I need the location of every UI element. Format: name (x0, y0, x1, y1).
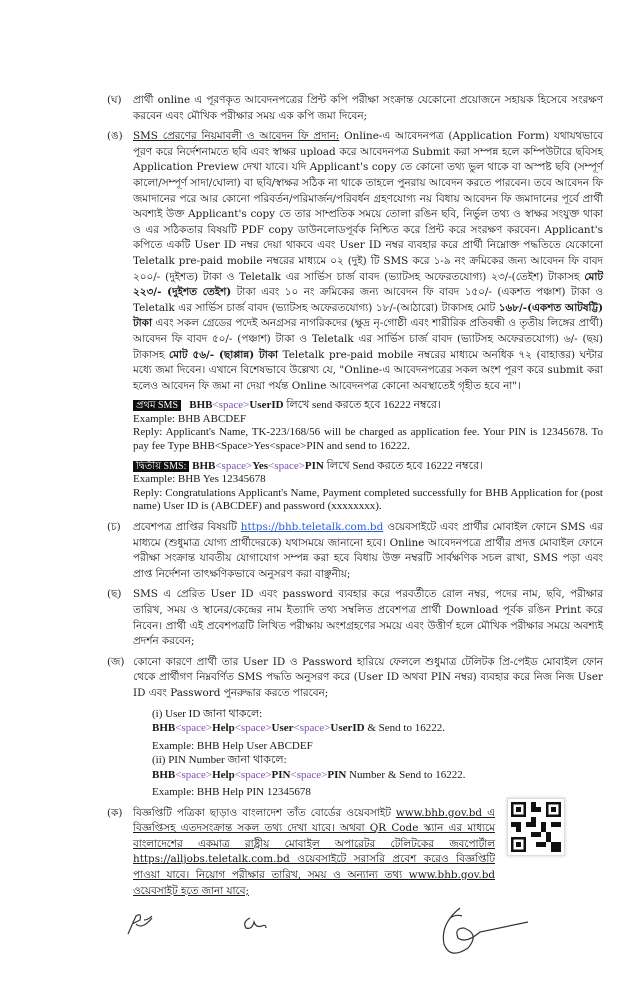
item-label: (ক) (107, 806, 123, 819)
fee-total-223: মোট ২২৩/- (দুইশত তেইশ) (133, 270, 603, 299)
signature-ragib (122, 908, 162, 938)
sms-reply: Reply: Applicant's Name, TK-223/168/56 will be charged as application fee. Your PIN is 12345678. To pay fee Type BHB<Space>Yes<space>PIN and send to 16222. (133, 426, 603, 453)
item-label: (জ) (107, 655, 125, 668)
item-text: SMS প্রেরণের নিয়মাবলী ও আবেদন ফি প্রদান: Online-এ আবেদনপত্র (Application Form) যথাযথভাবে পূরণ করে নির্দেশনামতে ছবি এবং স্বাক্ষর upload করে আবেদনপত্র Submit করা সম্পন্ন হলে কম্পিউটারে ছবিসহ Application Preview দেখা যাবে। যদি Applicant's copy তে কোনো তথ্য ভুল থাকে বা অস্পষ্ট ছবি (সম্পূর্ণ কালো/সম্পূর্ণ সাদা/ঘোলা) বা ছবি/স্বাক্ষর সঠিক না থাকে তাহলে পুনরায় আবেদন করতে পারবেন। তবে আবেদন ফি জমাদানের পরে আর কোনো পরিবর্তন/পরিমার্জন/পরিবর্ধন গ্রহণযোগ্য নয় বিধায় আবেদন ফি জমাদানের পূর্বে প্রার্থী অবশ্যই উক্ত Applicant's copy তে তার সাম্প্রতিক সময়ে তোলা রঙিন ছবি, নির্ভুল তথ্য ও স্বাক্ষর সংযুক্ত থাকা ও এর সঠিকতার বিষয়টি PDF copy ডাউনলোডপূর্বক নিশ্চিত করে প্রিন্ট করে সংরক্ষণ করবেন। Applicant's কপিতে একটি User ID নম্বর দেয়া থাকবে এবং User ID নম্বর ব্যবহার করে প্রার্থী নিম্নোক্ত পদ্ধতিতে যেকোনো Teletalk pre-paid mobile নম্বরের মাধ্যমে ০২ (দুই) টি SMS করে ১-৯ নং ক্রমিকের জন্য আবেদন ফি বাবদ ২০০/- (দুইশত) টাকা ও Teletalk এর সার্ভিস চার্জ বাবদ (ভ্যাটসহ অফেরতযোগ্য) ২৩/-(তেইশ) টাকাসহ মোট ২২৩/- (দুইশত তেইশ) টাকা এবং ১০ নং ক্রমিকের জন্য আবেদন ফি বাবদ ১৫০/- (একশত পঞ্চাশ) টাকা ও Teletalk এর সার্ভিস চার্জ বাবদ (ভ্যাটসহ অফেরতযোগ্য) ১৮/-(আঠারো) টাকাসহ মোট ১৬৮/-(একশত আটষট্টি) টাকা এবং সকল গ্রেডের পদেই অনগ্রসর নাগরিকদের (ক্ষুদ্র নৃ-গোষ্ঠী এবং শারীরিক প্রতিবন্ধী ও তৃতীয় লিঙ্গের প্রার্থী) আবেদন ফি বাবদ ৫০/- (পঞ্চাশ) টাকা ও Teletalk এর সার্ভিস চার্জ বাবদ (ভ্যাটসহ অফেরতযোগ্য) ৬/- (ছয়) টাকাসহ মোট ৫৬/- (ছাপ্পান্ন) টাকা Teletalk pre-paid mobile নম্বরের মাধ্যমে অনধিক ৭২ (বাহাত্তর) ঘন্টার মধ্যে জমা দিবেন। এখানে বিশেষভাবে উল্লেখ্য যে, "Online-এ আবেদনপত্রের সকল অংশ পূরণ করে submit করা হলেও আবেদন ফি জমা না দেয়া পর্যন্ত Online আবেদনপত্র কোনো অবস্থাতেই গৃহীত হবে না"। (133, 130, 604, 392)
item-label: (ছ) (107, 588, 122, 601)
sms-example: Example: BHB ABCDEF (133, 412, 247, 425)
section-heading: SMS প্রেরণের নিয়মাবলী ও আবেদন ফি প্রদান: (133, 130, 340, 143)
sms-reply: Reply: Congratulations Applicant's Name, Payment completed successfully for BHB Application for (post name) User ID is (ABCDEF) and password (xxxxxxxx). (133, 486, 603, 513)
item-cha: (চ) প্রবেশপত্র প্রাপ্তির বিষয়টি https://bhb.teletalk.com.bd ওয়েবসাইটে এবং প্রার্থীর মোবাইল ফোনে SMS এর মাধ্যমে (শুধুমাত্র যোগ্য প্রার্থীদেরকে) যথাসময়ে জানানো হবে। Online আবেদনপত্রে প্রার্থীর প্রদত্ত মোবাইল ফোনে পরীক্ষা সংক্রান্ত যাবতীয় যোগাযোগ সম্পন্ন করা হবে বিধায় উক্ত নম্বরটি সার্বক্ষণিক সচল রাখা, SMS পড়া এবং প্রাপ্ত নির্দেশনা তাৎক্ষণিকভাবে অনুসরণ করা বাঞ্ছনীয়; (107, 521, 603, 580)
signature-initials (240, 914, 270, 934)
item-text: SMS এ প্রেরিত User ID এবং password ব্যবহার করে পরবর্তীতে রোল নম্বর, পদের নাম, ছবি, পরীক্ষার তারিখ, সময় ও স্থানের/কেন্দ্রের নাম ইত্যাদি তথ্য সম্বলিত প্রবেশপত্র প্রার্থী Download পূর্বক রঙিন Print করে নিবেন। প্রার্থী এই প্রবেশপত্রটি লিখিত পরীক্ষায় অংশগ্রহণের সময়ে এবং উত্তীর্ণ হলে মৌখিক পরীক্ষার সময়ে অবশ্যই প্রদর্শন করবেন; (133, 588, 603, 648)
first-sms-tag: প্রথম SMS (133, 400, 181, 411)
teletalk-admit-link[interactable]: https://bhb.teletalk.com.bd (240, 521, 384, 534)
item-text: কোনো কারণে প্রার্থী তার User ID ও Password হারিয়ে ফেললে শুধুমাত্র টেলিটক প্রি-পেইড মোবাইল ফোন থেকে প্রার্থীগণ নিম্নবর্ণিত SMS পদ্ধতি অনুসরণ করে (User ID অথবা PIN নম্বর) ব্যবহার করে নিজ নিজ User ID এবং Password পুনরুদ্ধার করতে পারবেন; (133, 655, 603, 699)
qr-code (507, 798, 565, 856)
first-sms-block: প্রথম SMS BHB<space>UserID লিখে send করতে হবে 16222 নম্বরে। Example: BHB ABCDEF Reply: Applicant's Name, TK-223/168/56 will be charged as application fee. Your PIN is 12345678. To pay fee Type BHB<Space>Yes<space>PIN and send to 16222. (133, 399, 603, 453)
item-umo-sms-rules (107, 129, 603, 394)
item-ka: (ক) বিজ্ঞপ্তিটি পত্রিকা ছাড়াও বাংলাদেশ তাঁত বোর্ডের ওয়েবসাইট www.bhb.gov.bd এ বিজ্ঞপ্তিসহ এতদসংক্রান্ত সকল তথ্য দেখা যাবে। অথবা QR Code স্ক্যান এর মাধ্যমে বাংলাদেশের একমাত্র রাষ্ট্রীয় মোবাইল অপারেটর টেলিটকের জবপোর্টাল https://alljobs.teletalk.com.bd ওয়েবসাইটে সরাসরি প্রবেশ করেও বিজ্ঞপ্তিটি পাওয়া যাবে। নিয়োগ পরীক্ষার তারিখ, সময় ও অন্যান্য তথ্য www.bhb.gov.bd ওয়েবসাইট হতে জানা যাবে; (107, 806, 495, 897)
item-ja (107, 655, 603, 702)
fee-total-56: মোট ৫৬/- (ছাপ্পান্ন) টাকা (168, 348, 279, 361)
signatures-row (107, 904, 603, 964)
recovery-instructions: (i) User ID জানা থাকলে: BHB<space>Help<space>User<space>UserID & Send to 16222. Example: BHB Help User ABCDEF (ii) PIN Number জানা থাকলে: BHB<space>Help<space>PIN<space>PIN Number & Send to 16222. Example: BHB Help PIN 12345678 (152, 707, 466, 799)
item-chha (107, 587, 603, 649)
fee-total-168: ১৬৮/-(একশত আটষট্টি) টাকা (133, 301, 603, 330)
item-gha (107, 93, 603, 124)
signature-officer (420, 904, 530, 964)
second-sms-block: দ্বিতীয় SMS: BHB<space>Yes<space>PIN লিখে Send করতে হবে 16222 নম্বরে। Example: BHB Yes 12345678 Reply: Congratulations Applicant's Name, Payment completed successfully for BHB Application for (post name) User ID is (ABCDEF) and password (xxxxxxxx). (133, 459, 603, 513)
bhb-website-link-2[interactable]: www.bhb.gov.bd (408, 868, 495, 881)
item-text: প্রার্থী online এ পূরণকৃত আবেদনপত্রের প্রিন্ট কপি পরীক্ষা সংক্রান্ত যেকোনো প্রয়োজনে সহায়ক হিসেবে সংরক্ষণ করবেন এবং মৌখিক পরীক্ষার সময় এক কপি জমা দিবেন; (133, 94, 603, 122)
item-label: (ঘ) (107, 94, 122, 106)
item-ka-row (107, 806, 603, 900)
item-label: (চ) (107, 521, 121, 534)
sms-example: Example: BHB Yes 12345678 (133, 473, 266, 486)
bhb-website-link[interactable]: www.bhb.gov.bd (395, 806, 483, 819)
item-label: (ঙ) (107, 130, 123, 143)
second-sms-tag: দ্বিতীয় SMS: (133, 461, 189, 472)
